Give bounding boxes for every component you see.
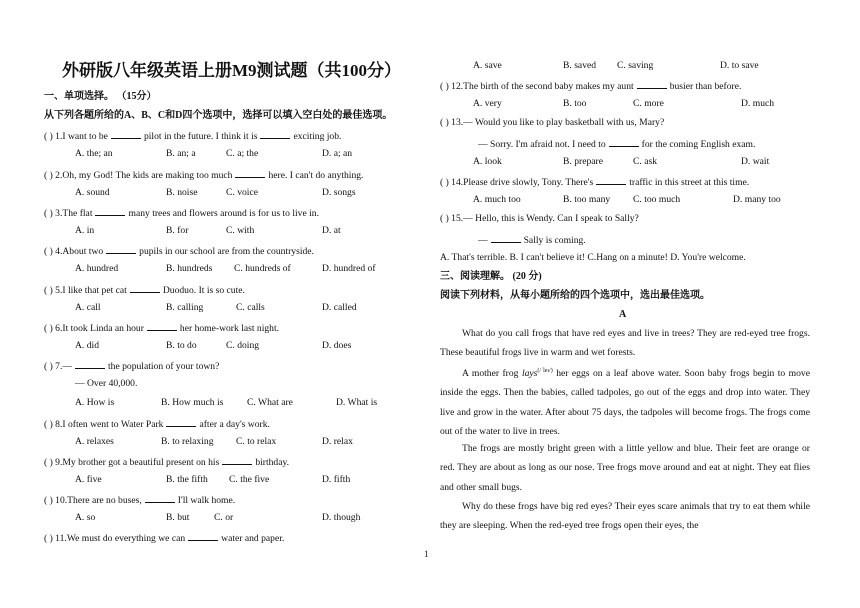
page-number: 1 xyxy=(424,549,429,559)
question-5-stem xyxy=(44,284,245,296)
question-text-before: ( ) 6.It took Linda an hour xyxy=(44,323,144,334)
q15-reply xyxy=(478,234,586,246)
q11-option-a: A. save xyxy=(473,60,502,71)
question-1-option-a: A. the; an xyxy=(75,148,113,159)
passage-paragraph-2 xyxy=(440,362,810,441)
answer-blank[interactable] xyxy=(106,245,136,254)
q12-option-a: A. very xyxy=(473,98,502,109)
question-text-middle: pilot in the future. I think it is xyxy=(143,131,258,142)
question-text-before: ( ) 2.Oh, my God! The kids are making too much xyxy=(44,170,233,181)
question-text-after: birthday. xyxy=(255,457,290,468)
question-1-option-b: B. an; a xyxy=(166,148,196,159)
question-3-stem xyxy=(44,207,319,219)
question-4-option-b: B. hundreds xyxy=(166,263,213,274)
answer-blank[interactable] xyxy=(130,284,160,293)
section1-heading: 一、单项选择。 （15分） xyxy=(44,91,157,102)
q12-stem xyxy=(440,80,741,92)
q14-stem xyxy=(440,176,749,188)
q14-option-d: D. many too xyxy=(733,194,781,205)
q13-reply-after: for the coming English exam. xyxy=(641,139,756,150)
section1-instruction: 从下列各题所给的A、B、C和D四个选项中，选择可以填入空白处的最佳选项。 xyxy=(44,110,393,121)
question-text-after: the population of your town? xyxy=(107,361,220,372)
question-text-before: ( ) 1.I want to be xyxy=(44,131,108,142)
question-7-option-a: A. How is xyxy=(75,397,115,408)
q14-text-before: ( ) 14.Please drive slowly, Tony. There's xyxy=(440,177,594,188)
question-text-before: ( ) 11.We must do everything we can xyxy=(44,533,186,544)
question-3-option-a: A. in xyxy=(75,225,95,236)
question-5-option-b: B. calling xyxy=(166,302,204,313)
q15-reply-after: Sally is coming. xyxy=(523,235,586,246)
paragraph-3-text: The frogs are mostly bright green with a little yellow and blue. Their feet are orange or red. They are about as long as our nose. Tree frogs move around and eat at night. They eat flies and other small bugs. xyxy=(440,443,810,493)
answer-blank[interactable] xyxy=(222,456,252,465)
question-6-stem xyxy=(44,322,279,334)
q12-option-c: C. more xyxy=(633,98,664,109)
question-8-option-c: C. to relax xyxy=(236,436,277,447)
answer-blank[interactable] xyxy=(95,207,125,216)
question-6-option-a: A. did xyxy=(75,340,99,351)
question-text-before: ( ) 10.There are no buses, xyxy=(44,495,142,506)
q15-stem: ( ) 15.— Hello, this is Wendy. Can I speak to Sally? xyxy=(440,213,639,224)
q11-option-b: B. saved xyxy=(563,60,597,71)
question-2-option-b: B. noise xyxy=(166,187,198,198)
q12-text-before: ( ) 12.The birth of the second baby makes my aunt xyxy=(440,81,634,92)
question-2-stem xyxy=(44,169,363,181)
question-10-stem xyxy=(44,494,235,506)
q12-text-after: busier than before. xyxy=(669,81,742,92)
question-5-option-a: A. call xyxy=(75,302,101,313)
q13-option-b: B. prepare xyxy=(563,156,603,167)
q13-stem: ( ) 13.— Would you like to play basketball with us, Mary? xyxy=(440,117,665,128)
question-8-stem xyxy=(44,418,270,430)
question-7-option-c: C. What are xyxy=(247,397,293,408)
paragraph-4-text: Why do these frogs have big red eyes? Their eyes scare animals that try to eat them while they are sleeping. When the red-eyed tree frogs open their eyes, the xyxy=(440,501,810,532)
question-10-option-d: D. though xyxy=(322,512,361,523)
answer-blank[interactable] xyxy=(111,130,141,139)
question-text-after: pupils in our school are from the countryside. xyxy=(139,246,314,257)
question-6-option-c: C. doing xyxy=(226,340,260,351)
question-2-option-c: C. voice xyxy=(226,187,258,198)
question-9-option-c: C. the five xyxy=(229,474,270,485)
question-10-option-a: A. so xyxy=(75,512,96,523)
question-text-after: after a day's work. xyxy=(199,419,270,430)
question-11-stem xyxy=(44,532,284,544)
question-text-before: ( ) 7.— xyxy=(44,361,72,372)
question-7-option-b: B. How much is xyxy=(161,397,224,408)
question-6-option-b: B. to do xyxy=(166,340,197,351)
page-title: 外研版八年级英语上册M9测试题（共100分） xyxy=(62,61,402,80)
question-1-stem xyxy=(44,130,341,142)
question-10-option-c: C. or xyxy=(214,512,234,523)
answer-blank[interactable] xyxy=(260,130,290,139)
question-3-option-c: C. with xyxy=(226,225,255,236)
question-1-option-c: C. a; the xyxy=(226,148,259,159)
question-text-after: I'll walk home. xyxy=(177,495,236,506)
question-text-after: here. I can't do anything. xyxy=(268,170,364,181)
passage-paragraph-3 xyxy=(440,439,810,497)
question-text-before: ( ) 3.The flat xyxy=(44,208,93,219)
question-1-option-d: D. a; an xyxy=(322,148,353,159)
question-text-after: water and paper. xyxy=(221,533,285,544)
q13-reply-before: — Sorry. I'm afraid not. I need to xyxy=(478,139,606,150)
q14-text-after: traffic in this street at this time. xyxy=(629,177,750,188)
question-8-option-a: A. relaxes xyxy=(75,436,114,447)
question-8-option-d: D. relax xyxy=(322,436,353,447)
answer-blank[interactable] xyxy=(491,234,521,243)
passage-label: A xyxy=(619,309,627,320)
question-10-option-b: B. but xyxy=(166,512,190,523)
question-text-before: ( ) 4.About two xyxy=(44,246,104,257)
question-text-after: exciting job. xyxy=(293,131,342,142)
q11-option-c: C. saving xyxy=(617,60,654,71)
pronunciation: (/ˈleɪ/) xyxy=(537,368,553,374)
question-text-after: many trees and flowers around is for us to live in. xyxy=(128,208,319,219)
question-4-option-a: A. hundred xyxy=(75,263,119,274)
question-text-before: ( ) 8.I often went to Water Park xyxy=(44,419,164,430)
question-text-before: ( ) 5.I like that pet cat xyxy=(44,285,127,296)
question-text-after: her home-work last night. xyxy=(179,323,280,334)
paragraph-1-text: What do you call frogs that have red eyes and live in trees? They are red-eyed tree frogs. These beautiful frogs live in warm and wet forests. xyxy=(440,328,810,359)
question-text-after: Duoduo. It is so cute. xyxy=(162,285,245,296)
question-9-stem xyxy=(44,456,289,468)
q13-option-a: A. look xyxy=(473,156,502,167)
answer-blank[interactable] xyxy=(166,418,196,427)
q15-options: A. That's terrible. B. I can't believe it! C.Hang on a minute! D. You're welcome. xyxy=(440,252,746,263)
q14-option-b: B. too many xyxy=(563,194,611,205)
passage-paragraph-1 xyxy=(440,324,810,363)
section3-instruction: 阅读下列材料，从每小题所给的四个选项中，选出最佳选项。 xyxy=(440,290,710,301)
question-9-option-a: A. five xyxy=(75,474,102,485)
q13-reply xyxy=(478,138,755,150)
question-7-stem xyxy=(44,360,219,372)
q14-option-a: A. much too xyxy=(473,194,521,205)
paragraph-2-text-b: her eggs on a leaf above water. Soon baby frogs begin to move inside the eggs. Then the babies, called tadpoles, go out of the eggs and drop into water. They live and grow in the water. After about 75 days, the tadpoles will become frogs. The frogs come out of the water to live in trees. xyxy=(440,368,810,438)
question-5-option-d: D. called xyxy=(322,302,357,313)
answer-blank[interactable] xyxy=(75,360,105,369)
question-7-answer-line: — Over 40,000. xyxy=(75,378,138,389)
question-3-option-d: D. at xyxy=(322,225,341,236)
question-3-option-b: B. for xyxy=(166,225,189,236)
question-4-option-d: D. hundred of xyxy=(322,263,376,274)
question-4-stem xyxy=(44,245,314,257)
question-2-option-a: A. sound xyxy=(75,187,110,198)
question-9-option-d: D. fifth xyxy=(322,474,351,485)
answer-blank[interactable] xyxy=(147,322,177,331)
question-8-option-b: B. to relaxing xyxy=(161,436,214,447)
section3-heading: 三、阅读理解。 (20 分) xyxy=(440,271,542,282)
question-2-option-d: D. songs xyxy=(322,187,356,198)
answer-blank[interactable] xyxy=(145,494,175,503)
answer-blank[interactable] xyxy=(188,532,218,541)
word-lays: lays xyxy=(521,368,538,380)
q12-option-b: B. too xyxy=(563,98,587,109)
question-5-option-c: C. calls xyxy=(236,302,265,313)
question-6-option-d: D. does xyxy=(322,340,352,351)
q14-option-c: C. too much xyxy=(633,194,681,205)
paragraph-2-text-a: A mother frog xyxy=(462,368,522,380)
q11-option-d: D. to save xyxy=(720,60,759,71)
question-7-option-d: D. What is xyxy=(336,397,378,408)
answer-blank[interactable] xyxy=(637,80,667,89)
q15-reply-before: — xyxy=(478,235,488,246)
q12-option-d: D. much xyxy=(741,98,775,109)
question-4-option-c: C. hundreds of xyxy=(234,263,291,274)
question-text-before: ( ) 9.My brother got a beautiful present on his xyxy=(44,457,220,468)
q13-option-d: D. wait xyxy=(741,156,770,167)
answer-blank[interactable] xyxy=(596,176,626,185)
answer-blank[interactable] xyxy=(609,138,639,147)
passage-paragraph-4 xyxy=(440,497,810,536)
answer-blank[interactable] xyxy=(235,169,265,178)
question-9-option-b: B. the fifth xyxy=(166,474,208,485)
q13-option-c: C. ask xyxy=(633,156,657,167)
